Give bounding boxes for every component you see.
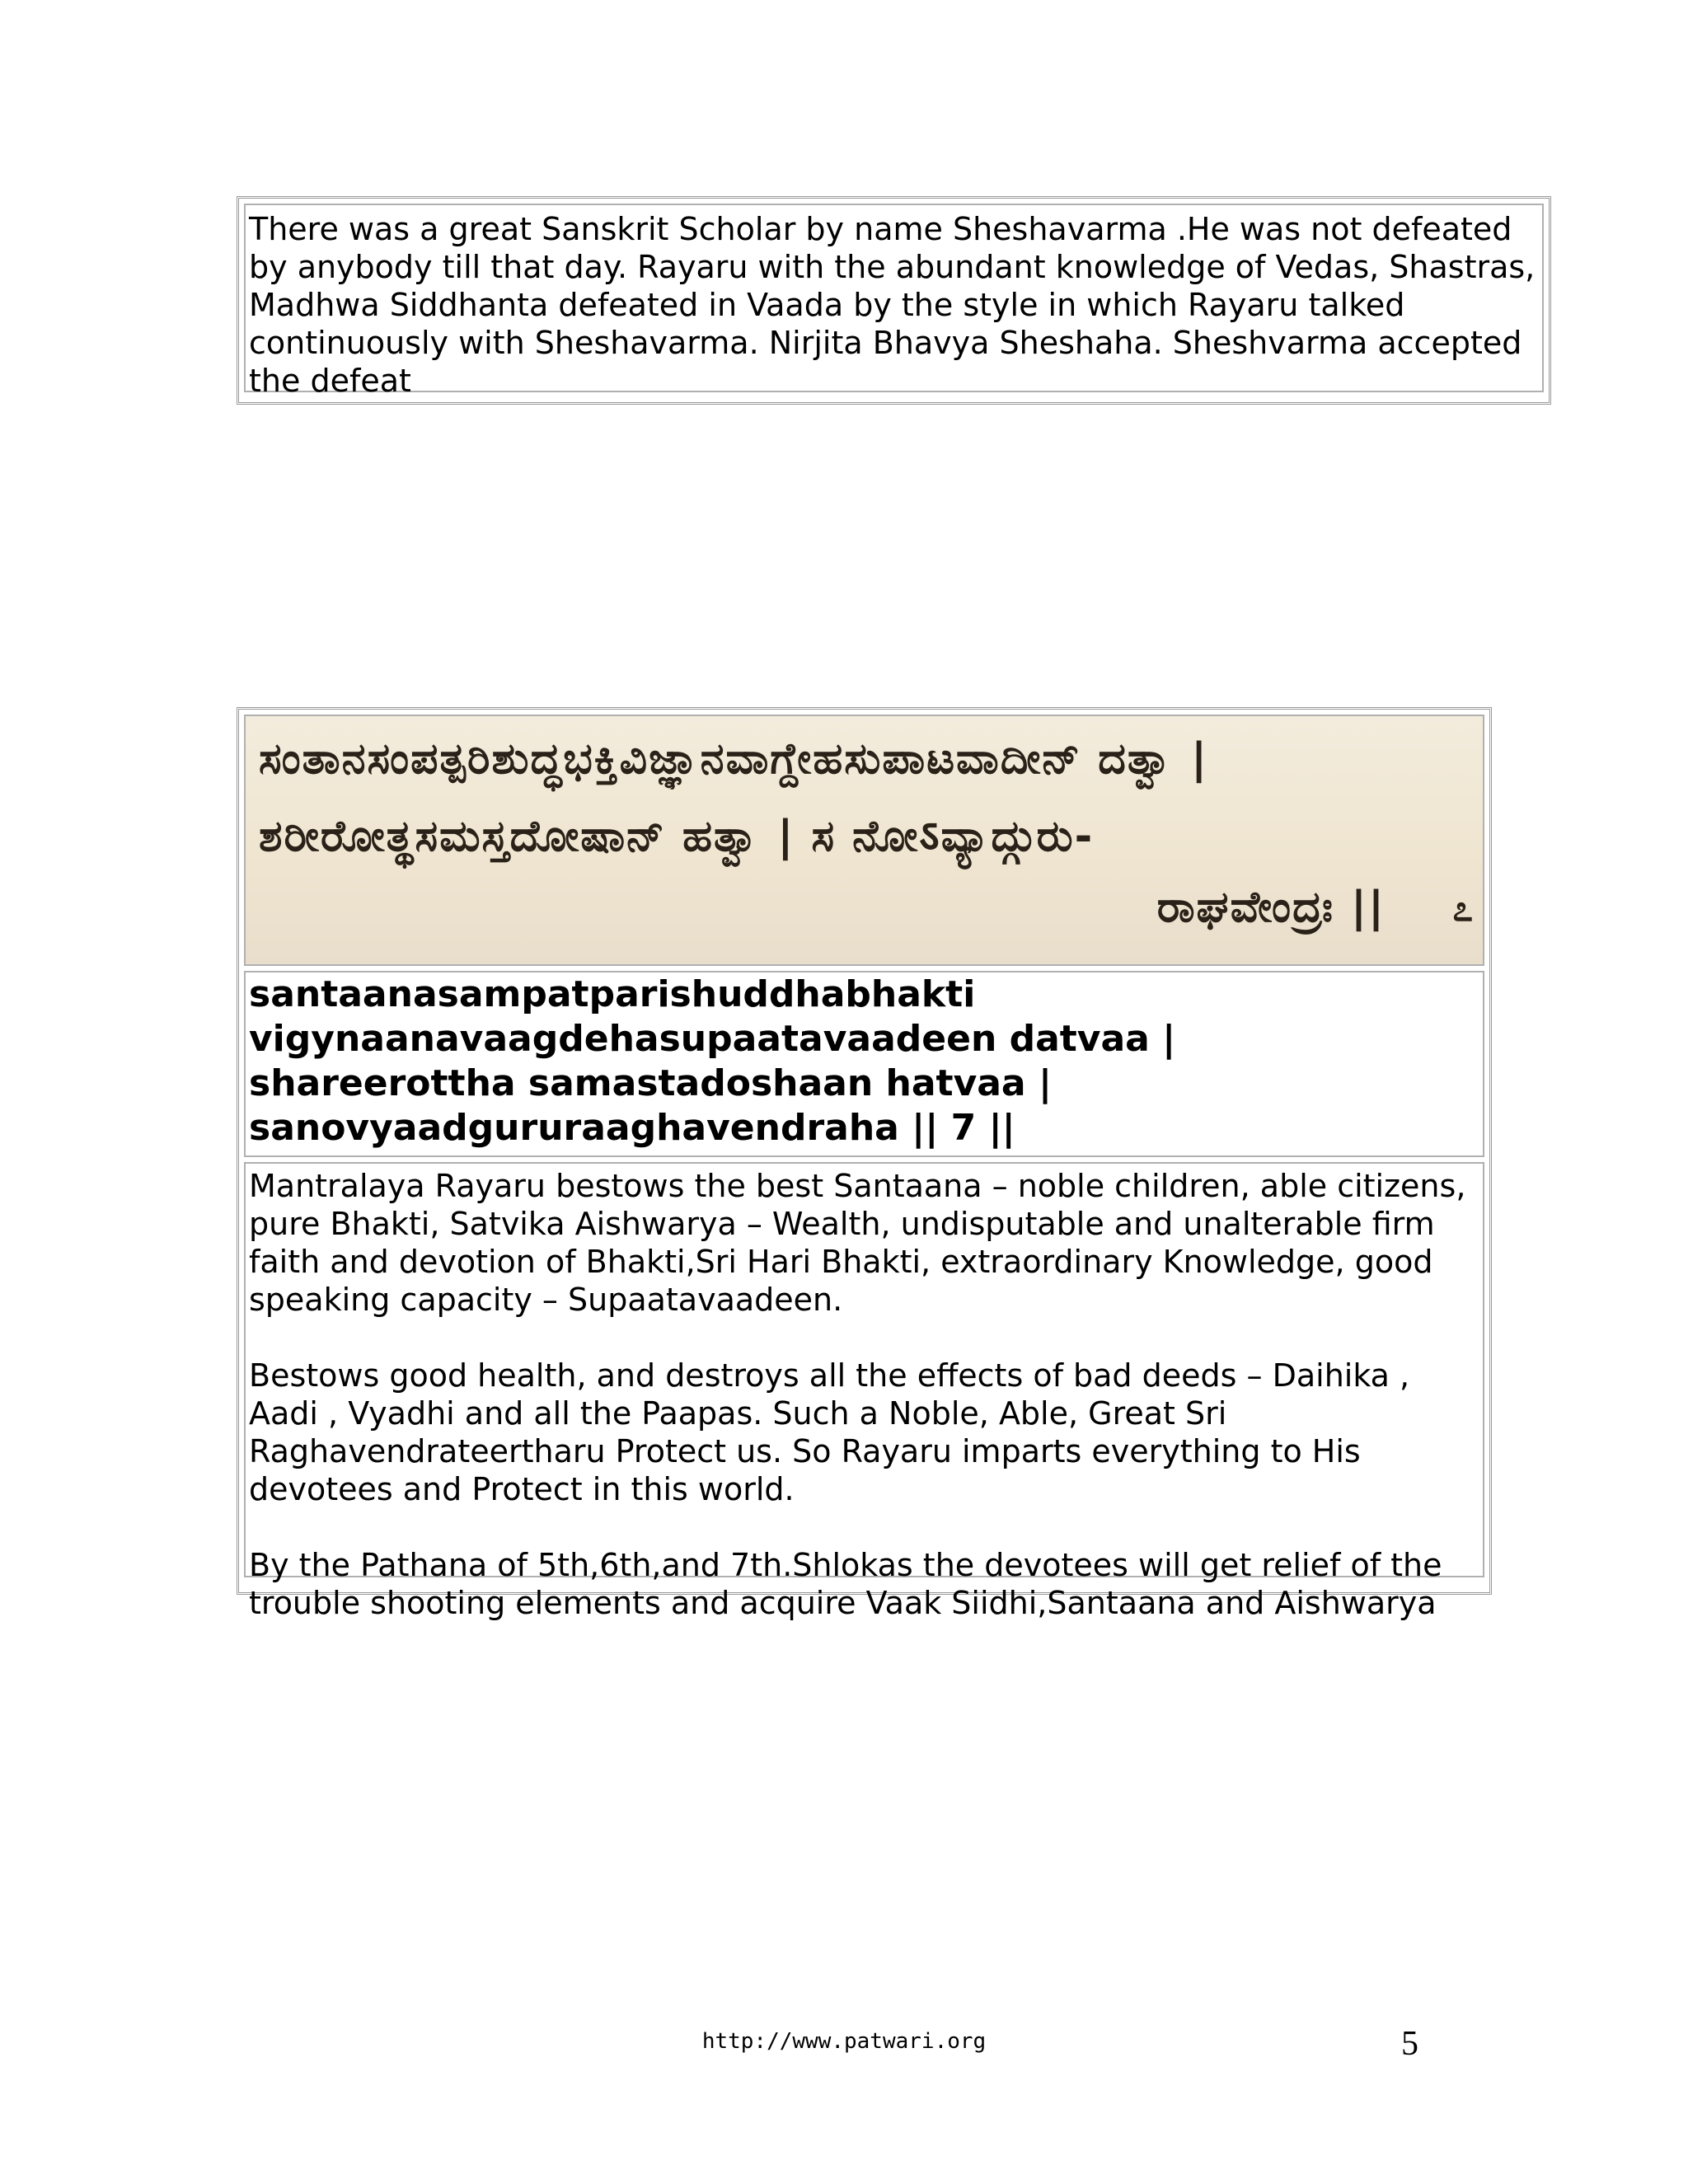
intro-table bbox=[237, 196, 1551, 405]
page-number: 5 bbox=[1401, 2025, 1418, 2063]
footer-url: http://www.patwari.org bbox=[701, 2029, 987, 2054]
verse-image-cell bbox=[244, 715, 1484, 966]
verse-table bbox=[237, 707, 1492, 1621]
transliteration-line: vigynaanavaagdehasupaatavaadeen datvaa | bbox=[249, 1018, 1176, 1060]
transliteration-line: santaanasampatparishuddhabhakti bbox=[249, 973, 976, 1015]
meaning-paragraph-1: Mantralaya Rayaru bestows the best Santaana – noble children, able citizens, pure Bhakti, Satvika Aishwarya – Wealth, undisputable and unalterable firm faith and devotion of Bhakti,Sri Hari Bhakti, extraordinary Knowledge, good speaking capacity – Supaatavaadeen. bbox=[249, 1168, 1466, 1318]
intro-paragraph: There was a great Sanskrit Scholar by name Sheshavarma .He was not defeated by anybody till that day. Rayaru with the abundant knowledge of Vedas, Shastras, Madhwa Siddhanta defeated in Vaada by the style in which Rayaru talked continuously with Sheshavarma. Nirjita Bhavya Sheshaha. Sheshvarma accepted the defeat bbox=[244, 204, 1544, 392]
kannada-verse-number: ೭ bbox=[1452, 888, 1473, 930]
kannada-verse-line-1: ಸಂತಾನಸಂಪತ್ಪರಿಶುದ್ಧಭಕ್ತಿವಿಜ್ಞಾನವಾಗ್ದೇಹಸುಪಾಟವಾದೀನ್ ದತ್ವಾ | bbox=[259, 734, 1209, 784]
transliteration-cell bbox=[244, 971, 1484, 1157]
transliteration-line: sanovyaadgururaaghavendraha || 7 || bbox=[249, 1107, 1015, 1149]
kannada-verse-image bbox=[246, 716, 1483, 964]
meaning-paragraph-2: Bestows good health, and destroys all the effects of bad deeds – Daihika , Aadi , Vyadhi and all the Paapas. Such a Noble, Able, Great Sri Raghavendrateertharu Protect us. So Rayaru imparts everything to His devotees and Protect in this world. bbox=[249, 1357, 1410, 1507]
transliteration-line: shareerottha samastadoshaan hatvaa | bbox=[249, 1062, 1053, 1104]
meaning-paragraph-3: By the Pathana of 5th,6th,and 7th.Shlokas the devotees will get relief of the trouble shooting elements and acquire Vaak Siidhi,Santaana and Aishwarya bbox=[249, 1547, 1442, 1621]
kannada-verse-line-2: ಶರೀರೋತ್ಥಸಮಸ್ತದೋಷಾನ್ ಹತ್ವಾ | ಸ ನೋऽವ್ಯಾದ್ಗುರು- bbox=[259, 812, 1095, 861]
kannada-verse-line-3: ರಾಘವೇಂದ್ರಃ || bbox=[1156, 883, 1386, 932]
meaning-cell bbox=[244, 1162, 1484, 1621]
